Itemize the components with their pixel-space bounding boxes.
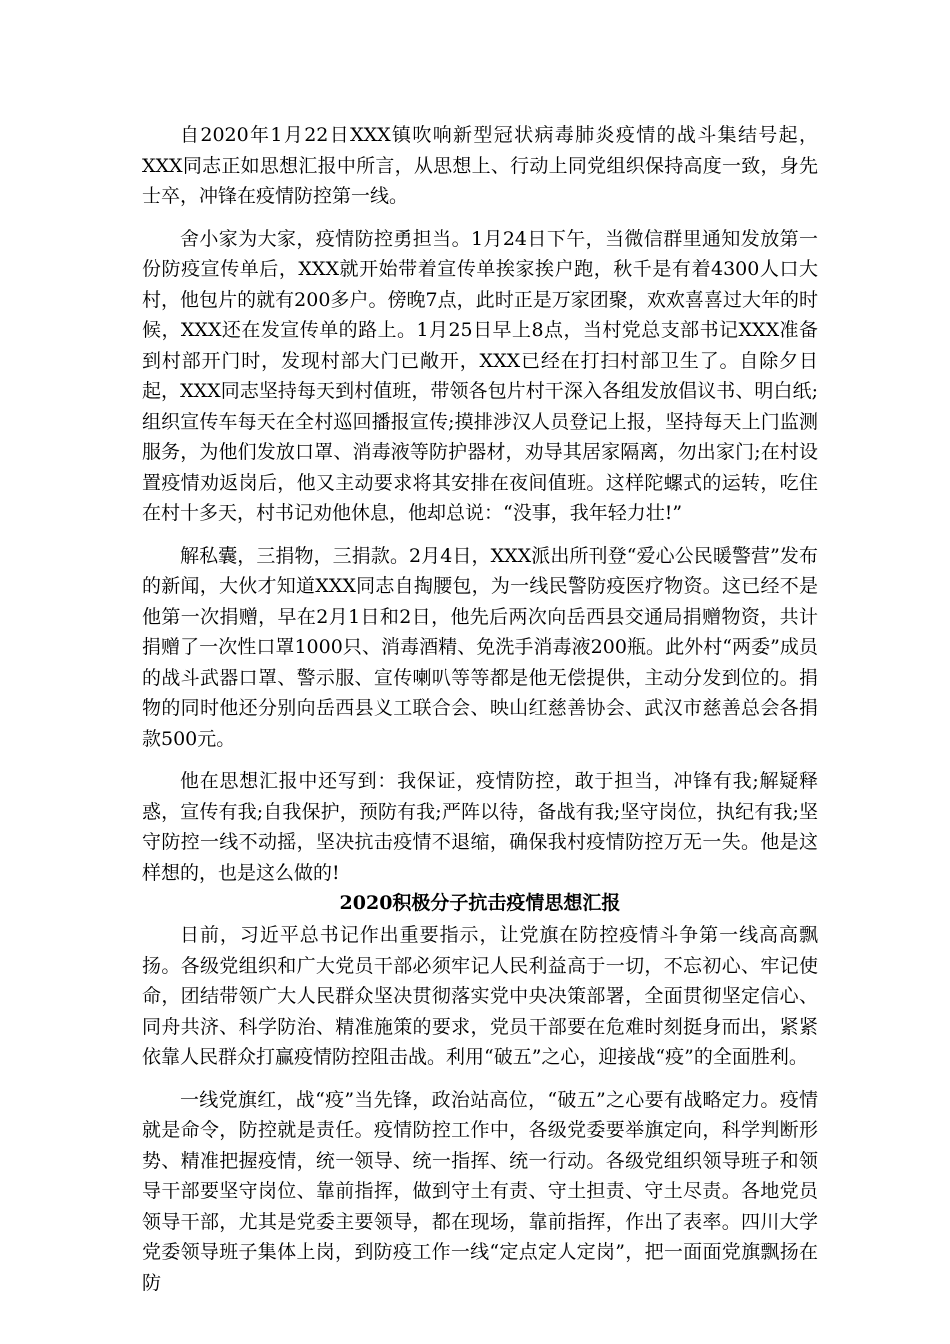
body-paragraph: 自2020年1月22日XXX镇吹响新型冠状病毒肺炎疫情的战斗集结号起，XXX同志正如思想汇报中所言，从思想上、行动上同党组织保持高度一致，身先士卒，冲锋在疫情防控第一线。 (142, 124, 818, 207)
body-paragraph: 他在思想汇报中还写到：我保证，疫情防控，敢于担当，冲锋有我;解疑释惑，宣传有我;自我保护，预防有我;严阵以待，备战有我;坚守岗位，执纪有我;坚守防控一线不动摇，坚决抗击疫情不退缩，确保我村疫情防控万无一失。他是这样想的，也是这么做的! (142, 770, 818, 884)
section-title: 2020积极分子抗击疫情思想汇报 (339, 892, 621, 914)
document-page (142, 120, 818, 1298)
body-paragraph: 日前，习近平总书记作出重要指示，让党旗在防控疫情斗争第一线高高飘扬。各级党组织和广大党员干部必须牢记人民利益高于一切，不忘初心、牢记使命，团结带领广大人民群众坚决贯彻落实党中央决策部署，全面贯彻坚定信心、同舟共济、科学防治、精准施策的要求，党员干部要在危难时刻挺身而出，紧紧依靠人民群众打赢疫情防控阻击战。利用“破五”之心，迎接战“疫”的全面胜利。 (142, 924, 818, 1068)
body-paragraph: 一线党旗红，战“疫”当先锋，政治站高位，“破五”之心要有战略定力。疫情就是命令，防控就是责任。疫情防控工作中，各级党委要举旗定向，科学判断形势、精准把握疫情，统一领导、统一指挥、统一行动。各级党组织领导班子和领导干部要坚守岗位、靠前指挥，做到守土有责、守土担责、守土尽责。各地党员领导干部，尤其是党委主要领导，都在现场，靠前指挥，作出了表率。四川大学党委领导班子集体上岗，到防疫工作一线“定点定人定岗”，把一面面党旗飘扬在防 (142, 1088, 818, 1294)
body-paragraph: 舍小家为大家，疫情防控勇担当。1月24日下午，当微信群里通知发放第一份防疫宣传单后，XXX就开始带着宣传单挨家挨户跑，秋千是有着4300人口大村，他包片的就有200多户。傍晚7点，此时正是万家团聚，欢欢喜喜过大年的时候，XXX还在发宣传单的路上。1月25日早上8点，当村党总支部书记XXX准备到村部开门时，发现村部大门已敞开，XXX已经在打扫村部卫生了。自除夕日起，XXX同志坚持每天到村值班，带领各包片村干深入各组发放倡议书、明白纸;组织宣传车每天在全村巡回播报宣传;摸排涉汉人员登记上报，坚持每天上门监测服务，为他们发放口罩、消毒液等防护器材，劝导其居家隔离，勿出家门;在村设置疫情劝返岗后，他又主动要求将其安排在夜间值班。这样陀螺式的运转，吃住在村十多天，村书记劝他休息，他却总说：“没事，我年轻力壮!” (142, 227, 818, 524)
body-paragraph: 解私囊，三捐物，三捐款。2月4日，XXX派出所刊登“爱心公民暖警营”发布的新闻，大伙才知道XXX同志自掏腰包，为一线民警防疫医疗物资。这已经不是他第一次捐赠，早在2月1日和2日，他先后两次向岳西县交通局捐赠物资，共计捐赠了一次性口罩1000只、消毒酒精、免洗手消毒液200瓶。此外村“两委”成员的战斗武器口罩、警示服、宣传喇叭等等都是他无偿提供，主动分发到位的。捐物的同时他还分别向岳西县义工联合会、映山红慈善协会、武汉市慈善总会各捐款500元。 (142, 544, 818, 750)
